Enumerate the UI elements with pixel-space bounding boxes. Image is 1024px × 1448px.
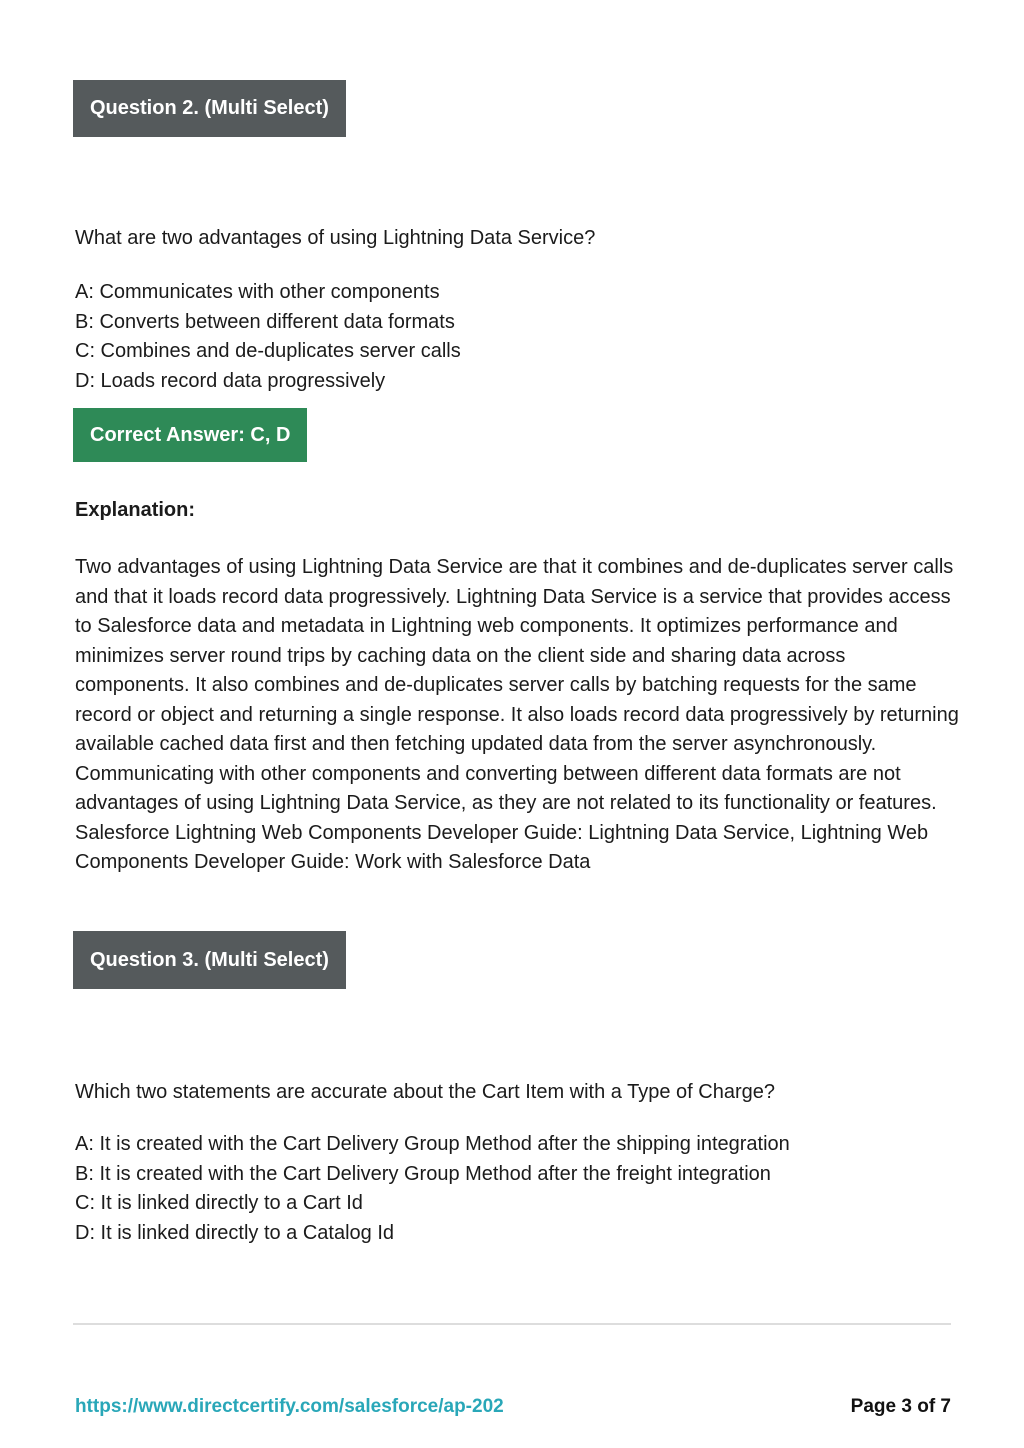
question-3-text: Which two statements are accurate about the Cart Item with a Type of Charge? [75, 1081, 775, 1103]
question-2-option-d: D: Loads record data progressively [75, 369, 386, 392]
correct-answer-badge: Correct Answer: C, D [73, 408, 307, 462]
question-3-option-c: C: It is linked directly to a Cart Id [75, 1192, 363, 1214]
question-2-option-a: A: Communicates with other components [75, 281, 440, 303]
question-2-options [75, 278, 975, 396]
question-2-text: What are two advantages of using Lightning Data Service? [75, 227, 596, 249]
footer-source-link[interactable]: https://www.directcertify.com/salesforce/ap-202 [75, 1396, 504, 1417]
question-3-option-b: B: It is created with the Cart Delivery Group Method after the freight integration [75, 1162, 771, 1185]
question-3-badge: Question 3. (Multi Select) [73, 931, 346, 989]
question-2-option-b: B: Converts between different data formats [75, 310, 455, 333]
explanation-text: Two advantages of using Lightning Data Service are that it combines and de-duplicates server calls and that it loads record data progressively. Lightning Data Service is a service that provides access to Salesforce data and metadata in Lightning web components. It optimizes performance and minimizes server round trips by caching data on the client side and sharing data across components. It also combines and de-duplicates server calls by batching requests for the same record or object and returning a single response. It also loads record data progressively by returning available cached data first and then fetching updated data from the server asynchronously. Communicating with other components and converting between different data formats are not advantages of using Lightning Data Service, as they are not related to its functionality or features. Salesforce Lightning Web Components Developer Guide: Lightning Data Service, Lightning Web Components Developer Guide: Work with Salesforce Data [75, 556, 959, 873]
question-3-options [75, 1130, 975, 1248]
question-2-option-c: C: Combines and de-duplicates server calls [75, 340, 461, 362]
question-3-option-a: A: It is created with the Cart Delivery Group Method after the shipping integration [75, 1133, 790, 1155]
page-indicator: Page 3 of 7 [850, 1396, 951, 1417]
explanation-heading: Explanation: [75, 499, 196, 521]
question-2-badge: Question 2. (Multi Select) [73, 80, 346, 137]
question-3-option-d: D: It is linked directly to a Catalog Id [75, 1221, 395, 1244]
footer-divider [73, 1323, 951, 1325]
